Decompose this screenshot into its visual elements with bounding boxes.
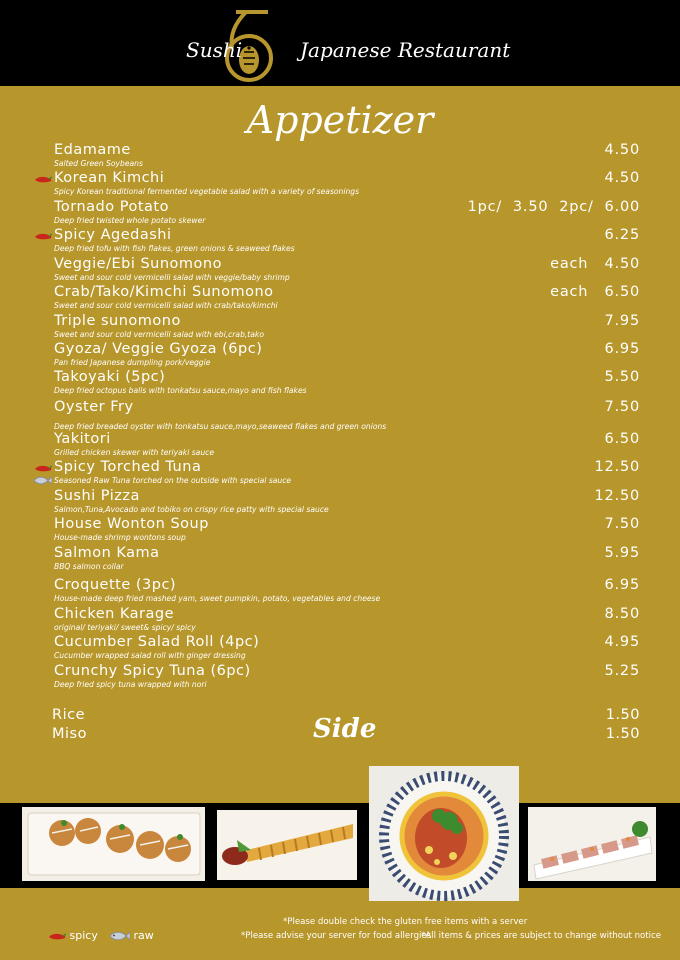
menu-item-price: each 6.50	[550, 284, 640, 300]
takoyaki-photo	[22, 807, 205, 881]
tornado-potato-photo	[217, 810, 357, 880]
menu-item-description: House-made deep fried mashed yam, sweet pumpkin, potato, vegetables and cheese	[54, 594, 381, 603]
menu-item	[0, 199, 680, 227]
menu-item	[0, 516, 680, 544]
menu-item-description: Seasoned Raw Tuna torched on the outside with special sauce	[54, 476, 292, 485]
menu-item-description: Spicy Korean traditional fermented vegetable salad with a variety of seasonings	[54, 187, 360, 196]
menu-item-description: Salted Green Soybeans	[54, 159, 143, 168]
menu-item-description: Deep fried spicy tuna wrapped with nori	[54, 680, 207, 689]
menu-item	[0, 459, 680, 487]
chili-icon	[34, 176, 52, 184]
menu-item-name: Oyster Fry	[54, 399, 134, 415]
menu-item-description: Sweet and sour cold vermicelli salad with veggie/baby shrimp	[54, 273, 290, 282]
menu-item	[0, 256, 680, 284]
side-item-price: 1.50	[605, 726, 640, 742]
menu-item-name: Takoyaki (5pc)	[54, 369, 166, 385]
menu-item-name: Sushi Pizza	[54, 488, 140, 504]
menu-item-price: 1pc/ 3.50 2pc/ 6.00	[467, 199, 640, 215]
brand-name: Sushi	[186, 38, 243, 62]
menu-item-name: Korean Kimchi	[54, 170, 165, 186]
menu-item-price: 5.50	[604, 369, 640, 385]
menu-item-description: Salmon,Tuna,Avocado and tobiko on crispy rice patty with special sauce	[54, 505, 329, 514]
menu-item-description: Sweet and sour cold vermicelli salad with crab/tako/kimchi	[54, 301, 278, 310]
menu-item	[0, 399, 680, 431]
menu-item-price: 6.95	[604, 341, 640, 357]
menu-item-name: Tornado Potato	[54, 199, 169, 215]
menu-item-price: 5.95	[604, 545, 640, 561]
section-title-appetizer: Appetizer	[246, 98, 434, 142]
menu-item-name: Gyoza/ Veggie Gyoza (6pc)	[54, 341, 263, 357]
menu-item-description: Grilled chicken skewer with teriyaki sauce	[54, 448, 214, 457]
menu-item	[0, 227, 680, 255]
menu-item	[0, 663, 680, 691]
menu-item-name: Triple sunomono	[54, 313, 181, 329]
menu-item-price: 6.25	[604, 227, 640, 243]
side-item-name: Rice	[52, 707, 85, 723]
menu-item-price: 7.50	[604, 399, 640, 415]
menu-item-price: 4.50	[604, 170, 640, 186]
legend-raw-label: raw	[133, 929, 154, 942]
menu-item-price: 6.50	[604, 431, 640, 447]
torched-tuna-photo	[528, 807, 656, 881]
raw-fish-icon	[32, 476, 52, 485]
raw-fish-icon	[108, 931, 130, 941]
menu-item	[0, 488, 680, 516]
chili-icon	[48, 932, 66, 941]
menu-item	[0, 431, 680, 459]
menu-item-description: Deep fried twisted whole potato skewer	[54, 216, 206, 225]
brand-subtitle: Japanese Restaurant	[300, 38, 511, 62]
side-item-price: 1.50	[605, 707, 640, 723]
menu-item-description: Deep fried breaded oyster with tonkatsu sauce,mayo,seaweed flakes and green onions	[54, 422, 387, 431]
menu-item-price: 4.95	[604, 634, 640, 650]
menu-item	[0, 284, 680, 312]
menu-item-name: Salmon Kama	[54, 545, 160, 561]
menu-item-name: Croquette (3pc)	[54, 577, 177, 593]
menu-item-description: Pan fried Japanese dumpling pork/veggie	[54, 358, 211, 367]
menu-item-name: Cucumber Salad Roll (4pc)	[54, 634, 260, 650]
menu-item-price: 12.50	[594, 459, 640, 475]
menu-item-name: Spicy Agedashi	[54, 227, 172, 243]
restaurant-header	[0, 0, 680, 86]
menu-item	[0, 142, 680, 170]
menu-item-name: Crunchy Spicy Tuna (6pc)	[54, 663, 251, 679]
menu-item	[0, 341, 680, 369]
chili-icon	[34, 233, 52, 241]
menu-item-description: Cucumber wrapped salad roll with ginger dressing	[54, 651, 246, 660]
menu-item-price: 7.95	[604, 313, 640, 329]
menu-item	[0, 369, 680, 397]
menu-item-description: Deep fried tofu with fish flakes, green onions & seaweed flakes	[54, 244, 295, 253]
menu-item-description: Sweet and sour cold vermicelli salad with ebi,crab,tako	[54, 330, 264, 339]
menu-item	[0, 577, 680, 605]
side-item-rice	[52, 707, 640, 727]
menu-item	[0, 634, 680, 662]
menu-item	[0, 545, 680, 573]
menu-item	[0, 606, 680, 634]
menu-item-price: 7.50	[604, 516, 640, 532]
menu-item-price: 4.50	[604, 142, 640, 158]
menu-item-price: 12.50	[594, 488, 640, 504]
menu-item-price: 8.50	[604, 606, 640, 622]
menu-item-name: Edamame	[54, 142, 131, 158]
featured-dish-photo	[369, 766, 519, 901]
chili-icon	[34, 465, 52, 473]
menu-item-name: Veggie/Ebi Sunomono	[54, 256, 222, 272]
menu-item	[0, 313, 680, 341]
legend-raw	[108, 929, 154, 942]
menu-item-price: each 4.50	[550, 256, 640, 272]
menu-item-description: House-made shrimp wontons soup	[54, 533, 186, 542]
menu-item-name: Chicken Karage	[54, 606, 175, 622]
side-item-miso	[52, 726, 640, 746]
section-title-side: Side	[313, 714, 377, 744]
gluten-free-note: *Please double check the gluten free items with a server	[283, 917, 528, 927]
menu-item-price: 5.25	[604, 663, 640, 679]
menu-item-price: 6.95	[604, 577, 640, 593]
legend-spicy-label: spicy	[69, 929, 98, 942]
menu-item	[0, 170, 680, 198]
menu-item-description: BBQ salmon collar	[54, 562, 124, 571]
menu-item-description: original/ teriyaki/ sweet& spicy/ spicy	[54, 623, 196, 632]
price-change-note: *All items & prices are subject to change without notice	[421, 931, 662, 941]
menu-item-name: House Wonton Soup	[54, 516, 209, 532]
menu-item-description: Deep fried octopus balls with tonkatsu sauce,mayo and fish flakes	[54, 386, 307, 395]
menu-item-name: Crab/Tako/Kimchi Sunomono	[54, 284, 274, 300]
side-item-name: Miso	[52, 726, 87, 742]
menu-item-name: Yakitori	[54, 431, 111, 447]
menu-item-name: Spicy Torched Tuna	[54, 459, 202, 475]
legend-spicy	[48, 929, 98, 942]
allergy-note: *Please advise your server for food allergies	[241, 931, 432, 941]
